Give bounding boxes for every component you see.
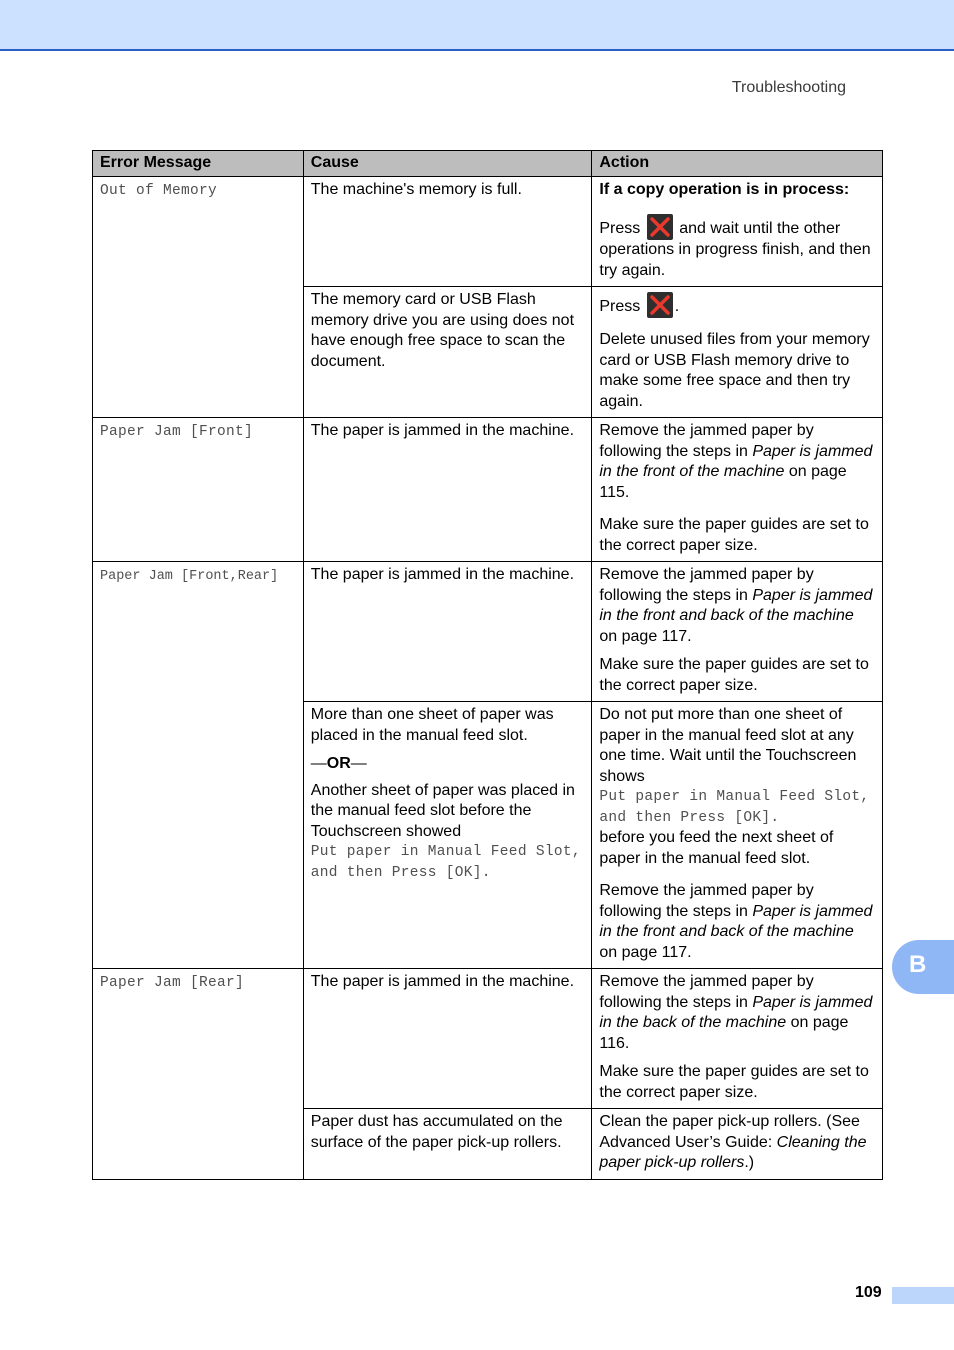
- error-message-cell: [93, 418, 304, 562]
- cause-cell: [303, 176, 592, 287]
- action-text: Remove the jammed paper by following the steps in Paper is jammed in the front of the machine on page 115.: [599, 422, 873, 501]
- action-heading: If a copy operation is in process:: [599, 180, 850, 198]
- action-note: Make sure the paper guides are set to the correct paper size.: [599, 516, 869, 554]
- press-label: Press: [599, 220, 641, 237]
- header-action: Action: [592, 151, 883, 177]
- action-text: [599, 214, 875, 281]
- cancel-x-icon: [647, 292, 673, 318]
- press-label: Press: [599, 298, 641, 315]
- cause-cell: [303, 969, 592, 1109]
- action-note: Make sure the paper guides are set to the correct paper size.: [599, 656, 869, 694]
- manual-reference: Paper is jammed in the front and back of the machine: [599, 902, 873, 940]
- chapter-tab: B: [892, 940, 954, 994]
- action-cell: [592, 1109, 883, 1180]
- action-cell: [592, 702, 883, 969]
- action-text: Remove the jammed paper by following the steps in Paper is jammed in the front and back of the machine on page 117.: [599, 882, 873, 961]
- cause-text: The memory card or USB Flash memory drive you are using does not have enough free space to scan the document.: [310, 291, 575, 370]
- or-separator: —OR—: [310, 755, 367, 772]
- action-note: Make sure the paper guides are set to the correct paper size.: [599, 1063, 869, 1101]
- action-cell: [592, 176, 883, 287]
- action-text: Remove the jammed paper by following the steps in Paper is jammed in the back of the machine on page 116.: [599, 973, 873, 1052]
- cause-text: The paper is jammed in the machine.: [310, 566, 575, 583]
- action-cell: [592, 287, 883, 418]
- action-rest: and wait until the other operations in progress finish, and then try again.: [599, 220, 871, 279]
- cancel-x-icon: [647, 214, 673, 240]
- table-row: [93, 969, 883, 1109]
- error-message-cell: [93, 969, 304, 1180]
- action-text: Delete unused files from your memory card or USB Flash memory drive to make some free space and then try again.: [599, 331, 870, 410]
- action-cell: [592, 562, 883, 702]
- top-header-band: [0, 0, 954, 51]
- cause-cell: [303, 287, 592, 418]
- header-cause: Cause: [303, 151, 592, 177]
- action-text: Clean the paper pick-up rollers. (See Advanced User’s Guide: Cleaning the paper pick-up rollers.): [599, 1113, 867, 1171]
- action-text: [599, 292, 875, 318]
- error-message-cell: [93, 562, 304, 969]
- cause-text: The machine's memory is full.: [310, 180, 522, 198]
- header-error-message: Error Message: [93, 151, 304, 177]
- manual-reference: Paper is jammed in the back of the machine: [599, 993, 873, 1031]
- error-message-code: Out of Memory: [100, 182, 218, 199]
- page-number: 109: [855, 1284, 882, 1301]
- cause-text: The paper is jammed in the machine.: [310, 422, 575, 439]
- error-message-code: Paper Jam [Rear]: [100, 975, 245, 991]
- table-row: [93, 176, 883, 287]
- footer-band: [892, 1287, 954, 1304]
- error-message-table: [92, 150, 883, 1180]
- error-message-code: Paper Jam [Front,Rear]: [100, 569, 279, 584]
- cause-cell: [303, 418, 592, 562]
- action-cell: [592, 969, 883, 1109]
- touchscreen-message: Put paper in Manual Feed Slot, and then Press [OK].: [599, 789, 870, 826]
- table-header-row: [93, 151, 883, 177]
- table-row: [93, 418, 883, 562]
- action-text: Remove the jammed paper by following the steps in Paper is jammed in the front and back of the machine on page 117.: [599, 566, 873, 645]
- cause-cell: [303, 1109, 592, 1180]
- error-message-cell: [93, 176, 304, 418]
- action-text: Do not put more than one sheet of paper in the manual feed slot at any one time. Wait until the Touchscreen shows: [599, 706, 857, 785]
- manual-reference: Paper is jammed in the front and back of the machine: [599, 586, 873, 624]
- cause-text: More than one sheet of paper was placed in the manual feed slot.: [310, 706, 554, 744]
- cause-text: The paper is jammed in the machine.: [310, 973, 575, 990]
- cause-cell: [303, 702, 592, 969]
- action-cell: [592, 418, 883, 562]
- manual-reference: Paper is jammed in the front of the machine: [599, 442, 873, 480]
- cause-text: Another sheet of paper was placed in the manual feed slot before the Touchscreen showed: [310, 781, 575, 840]
- action-text: before you feed the next sheet of paper in the manual feed slot.: [599, 829, 834, 867]
- period: .: [674, 298, 680, 315]
- cause-text: Paper dust has accumulated on the surface of the paper pick-up rollers.: [310, 1113, 563, 1151]
- error-message-code: Paper Jam [Front]: [100, 424, 254, 440]
- touchscreen-message: Put paper in Manual Feed Slot, and then Press [OK].: [310, 844, 581, 881]
- table-row: [93, 562, 883, 702]
- cause-cell: [303, 562, 592, 702]
- manual-reference: Cleaning the paper pick-up rollers: [599, 1133, 867, 1171]
- section-title: Troubleshooting: [731, 79, 846, 96]
